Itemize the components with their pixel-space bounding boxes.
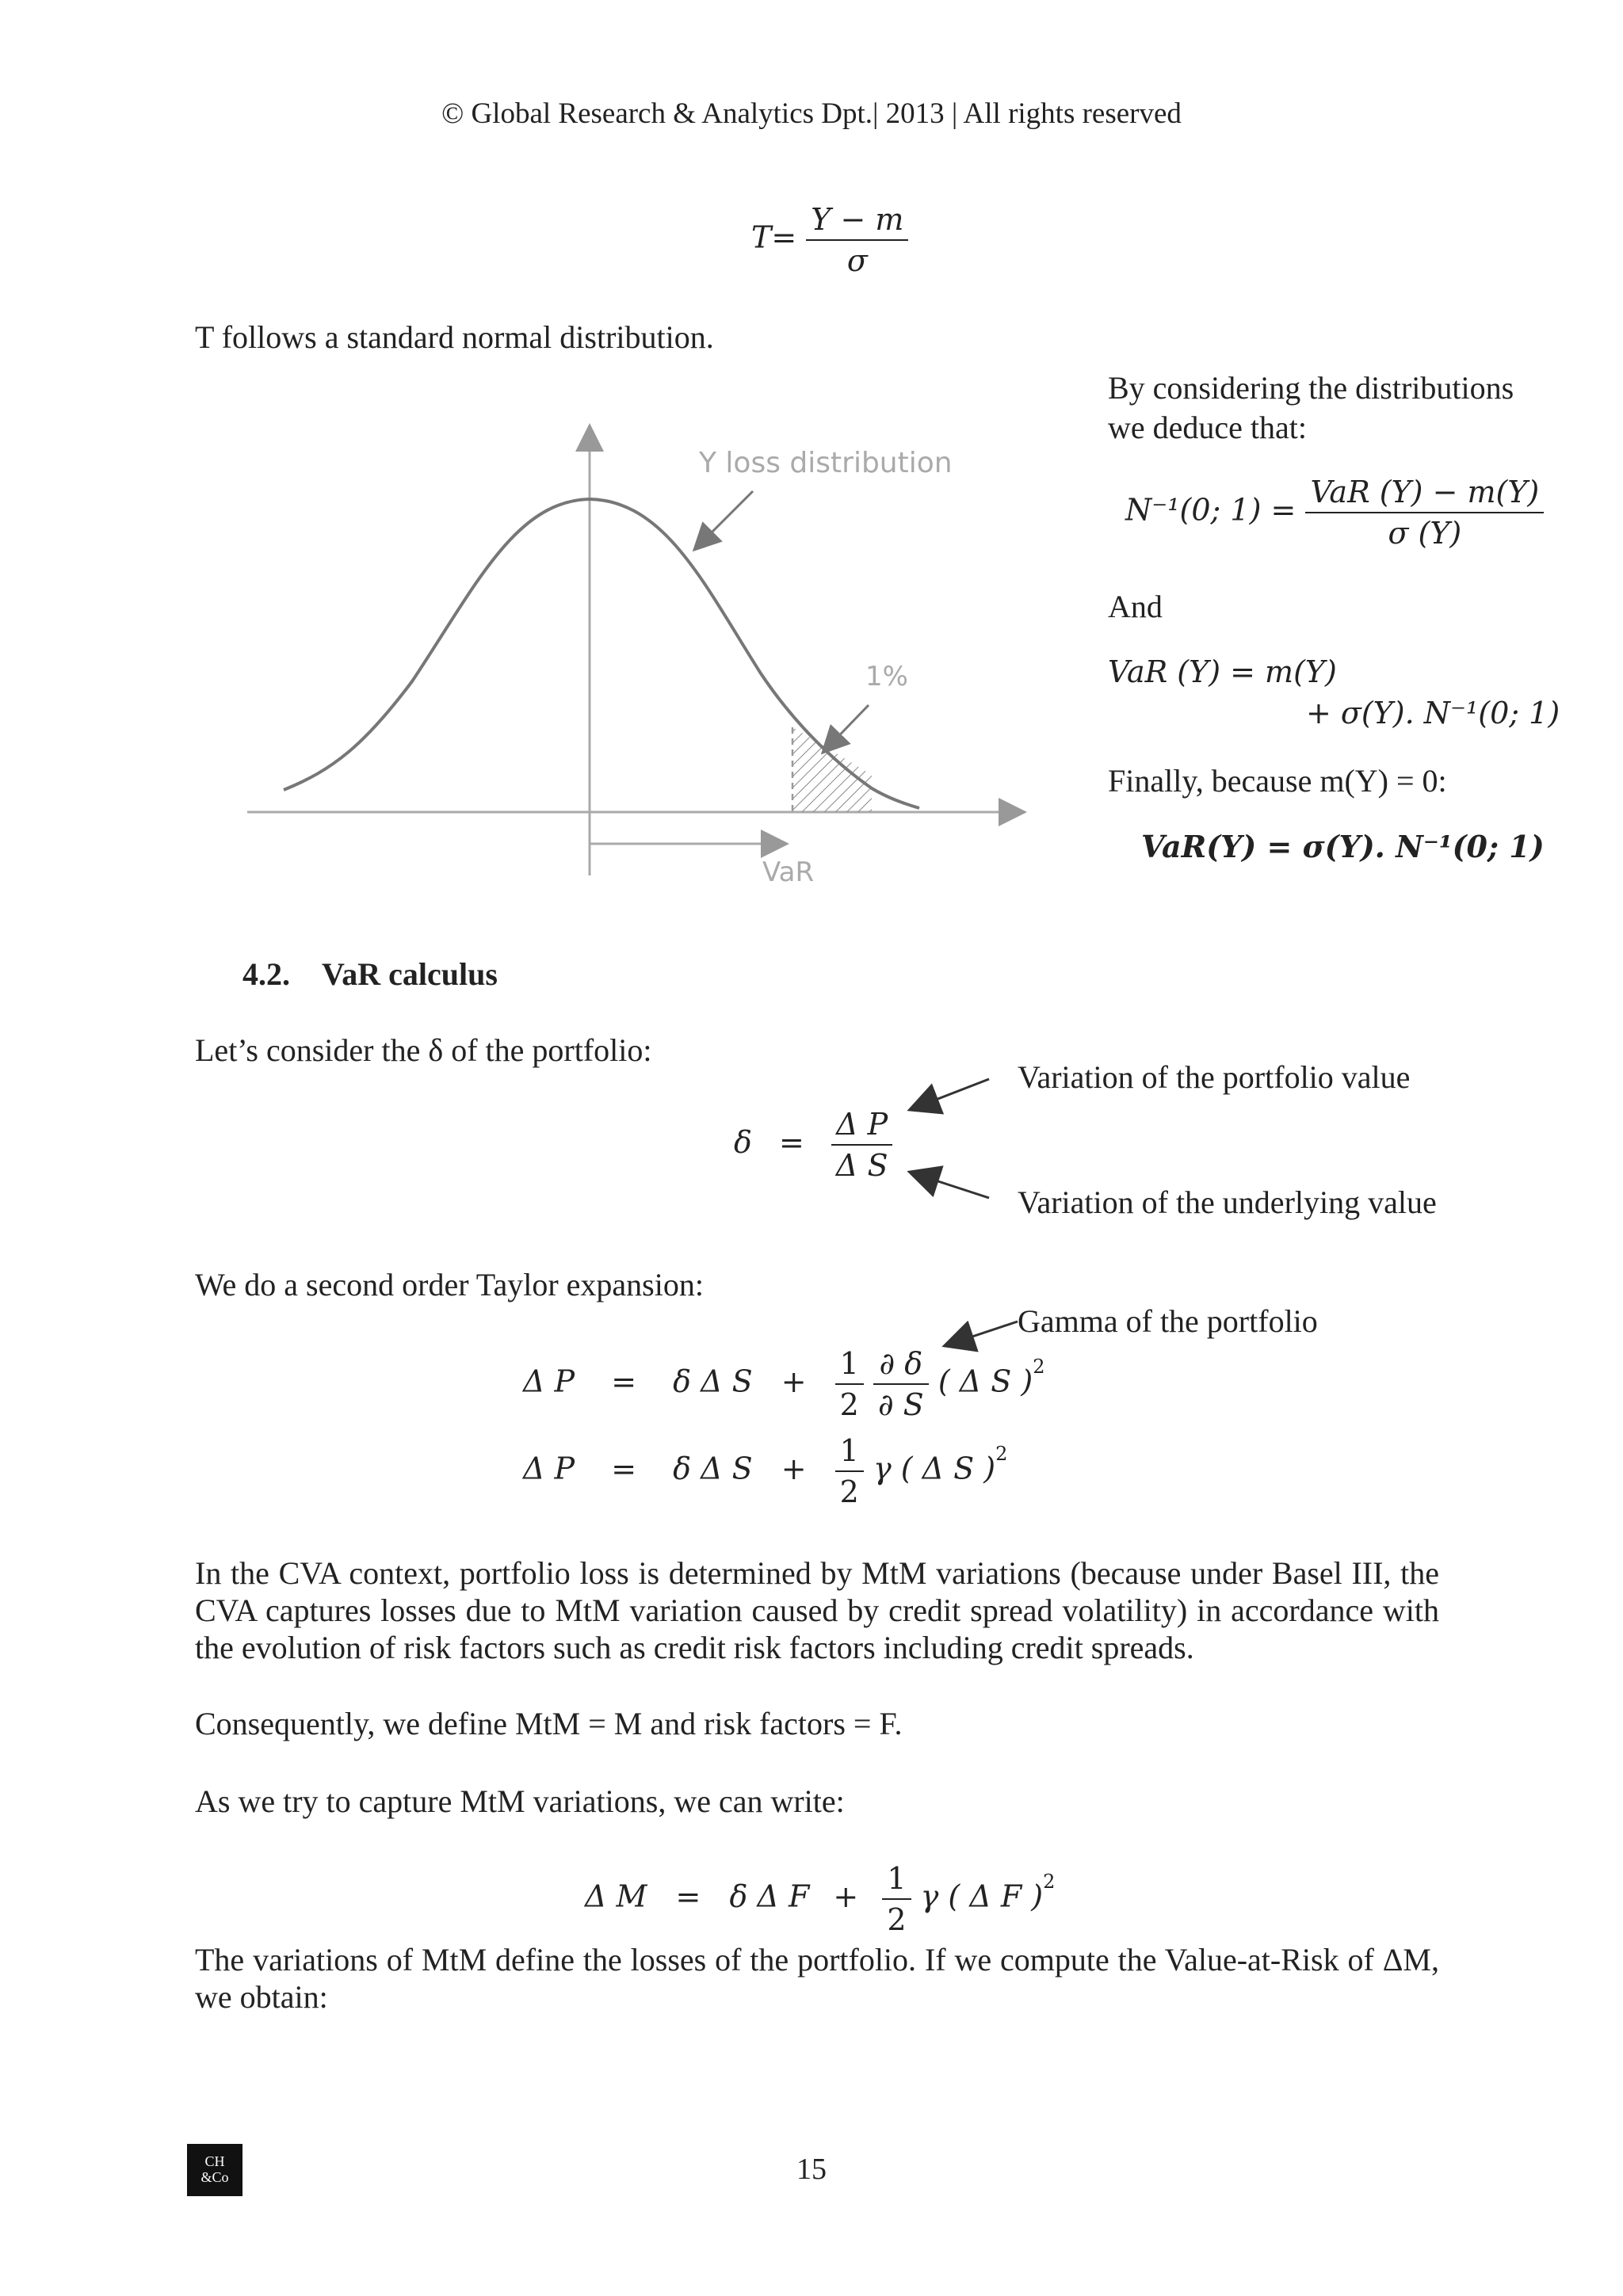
- paragraph-final: The variations of MtM define the losses of the portfolio. If we compute the Value-at-Risk of ΔM, we obtain:: [195, 1942, 1439, 2015]
- section-title: VaR calculus: [322, 956, 498, 992]
- taylor-intro: We do a second order Taylor expansion:: [195, 1267, 704, 1302]
- section-number: 4.2.: [242, 956, 290, 992]
- t2-lhs: Δ P: [523, 1451, 575, 1486]
- eq1-lhs: N⁻¹(0; 1) =: [1125, 492, 1296, 528]
- page-header: © Global Research & Analytics Dpt.| 2013 | All rights reserved: [441, 97, 1182, 130]
- m-half: [882, 1859, 911, 1939]
- eq-t-den: σ: [846, 243, 868, 278]
- logo-line1: CH: [204, 2153, 225, 2169]
- delta-num: Δ P: [836, 1107, 888, 1142]
- eq-t-fraction: [806, 200, 908, 280]
- annotation-gamma: Gamma of the portfolio: [1018, 1303, 1318, 1339]
- equation-inverse-normal: [1125, 472, 1544, 553]
- eq1-num: VaR (Y) − m(Y): [1310, 475, 1540, 509]
- delta-equation: [734, 1104, 892, 1185]
- m-term: δ Δ F: [729, 1878, 810, 1914]
- y-loss-distribution-label: Y loss distribution: [699, 447, 953, 479]
- delta-fraction: [831, 1104, 893, 1185]
- page-number: 15: [796, 2153, 827, 2186]
- arrow-underlying-value: [911, 1173, 989, 1198]
- t2-eq: =: [611, 1451, 637, 1486]
- t1-lhs: Δ P: [523, 1363, 575, 1399]
- eq1-den: σ (Y): [1388, 516, 1462, 551]
- delta-den: Δ S: [835, 1148, 888, 1183]
- m-plus: +: [833, 1878, 859, 1914]
- t1-eq: =: [611, 1363, 637, 1399]
- equation-t: [751, 200, 908, 280]
- t1-exp: 2: [1033, 1355, 1045, 1378]
- annotation-portfolio-value: Variation of the portfolio value: [1018, 1059, 1411, 1095]
- delta-lhs: δ: [734, 1124, 752, 1160]
- delta-intro: Let’s consider the δ of the portfolio:: [195, 1032, 652, 1068]
- t2-tail: γ ( Δ S ): [873, 1451, 996, 1486]
- eq1-fraction: [1305, 472, 1544, 553]
- eq2-line1: VaR (Y) = m(Y): [1108, 654, 1337, 689]
- t1-half-den: 2: [839, 1387, 859, 1422]
- t2-plus: +: [781, 1451, 807, 1486]
- finally-line: Finally, because m(Y) = 0:: [1108, 763, 1447, 799]
- t2-half-num: 1: [839, 1433, 859, 1468]
- m-exp: 2: [1043, 1870, 1056, 1893]
- eq-t-lhs: T=: [751, 219, 797, 255]
- m-half-den: 2: [887, 1902, 907, 1937]
- eq-t-num: Y − m: [811, 202, 904, 237]
- eq2-line2: + σ(Y). N⁻¹(0; 1): [1306, 696, 1560, 730]
- one-percent-label: 1%: [865, 661, 908, 692]
- loss-distribution-figure: [238, 412, 1046, 887]
- eq3-var-result: VaR(Y) = σ(Y). N⁻¹(0; 1): [1141, 829, 1545, 864]
- var-label: VaR: [762, 856, 815, 887]
- y-loss-arrow: [696, 491, 753, 548]
- t1-half-num: 1: [839, 1346, 859, 1381]
- delta-annotation-arrows: [888, 1062, 1014, 1220]
- t1-plus: +: [781, 1363, 807, 1399]
- equation-delta-m: [585, 1859, 1055, 1939]
- right-intro-line1: By considering the distributions: [1108, 370, 1514, 406]
- t2-exp: 2: [995, 1442, 1008, 1465]
- t2-half: [835, 1431, 864, 1512]
- t1-partial: [873, 1344, 929, 1425]
- t1-half: [835, 1344, 864, 1425]
- one-percent-arrow: [824, 705, 869, 751]
- section-heading: [242, 955, 498, 993]
- tail-area: [792, 727, 872, 812]
- t1-partial-num: ∂ δ: [879, 1346, 923, 1381]
- delta-eq-sign: =: [778, 1124, 804, 1160]
- arrow-portfolio-value: [911, 1079, 989, 1109]
- m-eq: =: [675, 1878, 701, 1914]
- t2-half-den: 2: [839, 1474, 859, 1509]
- and-label: And: [1108, 589, 1163, 624]
- paragraph-cva: In the CVA context, portfolio loss is determined by MtM variations (because under Basel III, the CVA captures losses due to MtM variation caused by credit spread volatility) in accordance with the evolution of risk factors such as credit risk factors including credit spreads.: [195, 1555, 1439, 1665]
- paragraph-t-normal: T follows a standard normal distribution.: [195, 319, 714, 355]
- t1-tail: ( Δ S ): [938, 1363, 1033, 1399]
- m-half-num: 1: [887, 1861, 907, 1896]
- paragraph-definitions: Consequently, we define MtM = M and risk factors = F.: [195, 1706, 903, 1741]
- taylor-equation-2: [523, 1431, 1007, 1512]
- m-tail: γ ( Δ F ): [920, 1878, 1044, 1914]
- annotation-underlying-value: Variation of the underlying value: [1018, 1184, 1437, 1220]
- m-lhs: Δ M: [585, 1878, 647, 1914]
- logo-line2: &Co: [200, 2169, 229, 2185]
- t1-partial-den: ∂ S: [877, 1387, 924, 1422]
- t2-term: δ Δ S: [673, 1451, 753, 1486]
- paragraph-capture: As we try to capture MtM variations, we can write:: [195, 1783, 845, 1819]
- t1-term: δ Δ S: [673, 1363, 753, 1399]
- taylor-equation-1: [523, 1344, 1044, 1425]
- right-intro-line2: we deduce that:: [1108, 410, 1307, 445]
